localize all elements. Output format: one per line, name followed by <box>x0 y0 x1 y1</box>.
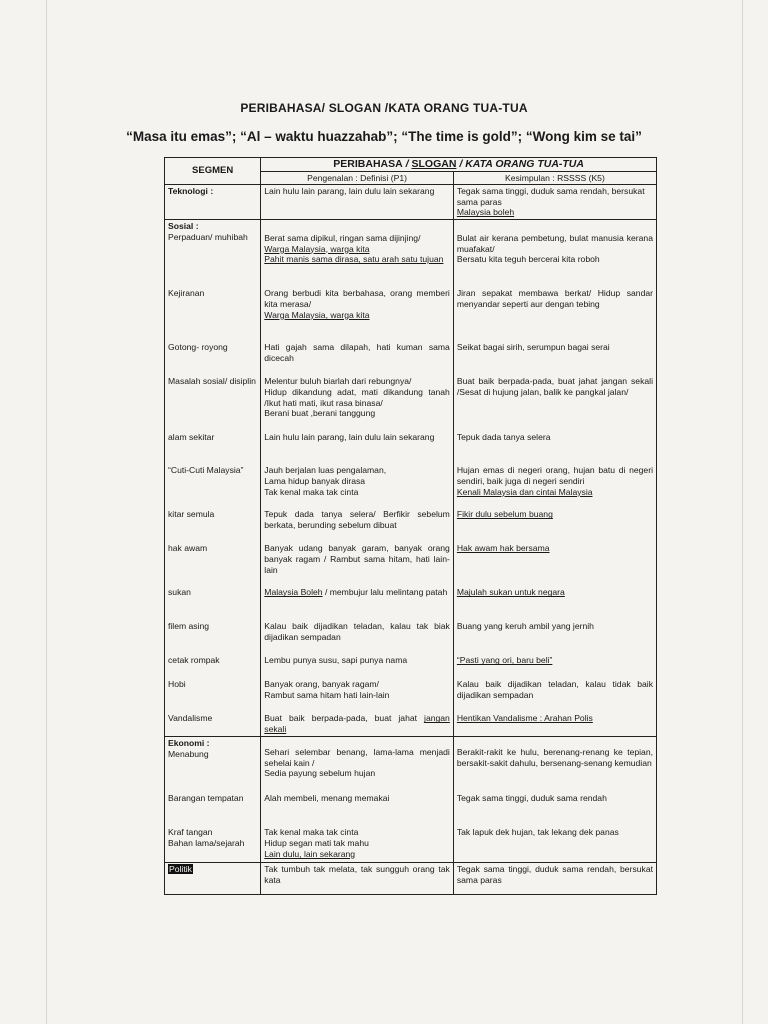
p1-cell: Tak tumbuh tak melata, tak sungguh orang tak kata <box>261 862 454 894</box>
k5-text: Hujan emas di negeri orang, hujan batu di negeri sendiri, baik juga di negeri sendiri <box>456 465 653 487</box>
segmen-cell <box>165 219 261 287</box>
table-row <box>165 862 657 894</box>
p1-text: Tak kenal maka tak cinta <box>264 827 359 838</box>
k5-cell: Buang yang keruh ambil yang jernih <box>453 620 656 654</box>
k5-text: Bulat air kerana pembetung, bulat manusia kerana muafakat/ <box>456 232 653 254</box>
p1-text: Buat baik berpada-pada, buat jahat <box>264 713 425 724</box>
k5-cell: Tepuk dada tanya selera <box>453 431 656 464</box>
p1-text: Sedia payung sebelum hujan <box>264 768 376 779</box>
segmen-cuti-cuti: “Cuti-Cuti Malaysia” <box>165 464 261 508</box>
k5-cell: Jiran sepakat membawa berkat/ Hidup sandar menyandar seperti aur dengan tebing <box>453 287 656 341</box>
table-row <box>165 287 657 341</box>
p1-text: Hidup segan mati tak mahu <box>264 838 369 849</box>
k5-cell: Hak awam hak bersama <box>453 542 656 586</box>
k5-cell: Fikir dulu sebelum buang <box>453 508 656 542</box>
table-row <box>165 431 657 464</box>
segmen-hak-awam: hak awam <box>165 542 261 586</box>
table-row <box>165 341 657 375</box>
p1-cell <box>261 219 454 287</box>
table-row <box>165 654 657 678</box>
p1-text: Tak kenal maka tak cinta <box>264 486 359 497</box>
p1-text: Lain dulu, lain sekarang <box>264 848 356 859</box>
k5-cell: Tak lapuk dek hujan, tak lekang dek panas <box>453 826 656 862</box>
table-row <box>165 375 657 431</box>
k5-cell <box>453 185 656 220</box>
p1-text: Rambut sama hitam hati lain-lain <box>264 690 390 701</box>
segmen-vandalisme: Vandalisme <box>165 712 261 736</box>
p1-text: Pahit manis sama dirasa, satu arah satu tujuan <box>264 254 444 265</box>
k5-cell: Kalau baik dijadikan teladan, kalau tidak baik dijadikan sempadan <box>453 678 656 712</box>
p1-text: Melentur buluh biarlah dari rebungnya/ <box>264 376 412 387</box>
header-kata-orang: KATA ORANG TUA-TUA <box>465 158 584 170</box>
k5-text: Malaysia boleh <box>456 207 515 218</box>
table-header-row <box>165 158 657 172</box>
p1-text: Hidup dikandung adat, mati dikandung tanah /Ikut hati mati, ikut rasa binasa/ <box>264 387 450 408</box>
header-slash: / <box>402 158 412 170</box>
p1-text: Orang berbudi kita berbahasa, orang memberi kita merasa/ <box>264 288 450 310</box>
header-p1: Pengenalan : Definisi (P1) <box>261 171 454 185</box>
segmen-cell <box>165 862 261 894</box>
p1-cell <box>261 678 454 712</box>
k5-text: Bersatu kita teguh bercerai kita roboh <box>456 254 600 265</box>
slogan-table <box>164 157 657 895</box>
p1-text: Berat sama dipikul, ringan sama dijinjing/ <box>264 232 421 243</box>
p1-text: Warga Malaysia, warga kita <box>264 243 370 254</box>
p1-text: jangan sekali <box>264 713 450 735</box>
header-k5: Kesimpulan : RSSSS (K5) <box>453 171 656 185</box>
p1-text: Berani buat ,berani tanggung <box>264 408 376 419</box>
segmen-sukan: sukan <box>165 586 261 620</box>
p1-text: Banyak orang, banyak ragam/ <box>264 679 379 690</box>
segmen-alam-sekitar: alam sekitar <box>165 431 261 464</box>
header-segmen: SEGMEN <box>165 158 261 185</box>
document-title: PERIBAHASA/ SLOGAN /KATA ORANG TUA-TUA <box>240 101 528 115</box>
k5-cell <box>453 219 656 287</box>
segmen-bahan-lama: Bahan lama/sejarah <box>168 838 245 849</box>
table-row <box>165 219 657 287</box>
table-row <box>165 542 657 586</box>
table-row <box>165 678 657 712</box>
segmen-politik: Politik <box>169 863 192 874</box>
p1-cell: Kalau baik dijadikan teladan, kalau tak biak dijadikan sempadan <box>261 620 454 654</box>
k5-text: Kenali Malaysia dan cintai Malaysia <box>456 486 593 497</box>
segmen-masalah-sosial: Masalah sosial/ disiplin <box>165 375 261 431</box>
header-slash: / <box>456 158 466 170</box>
p1-cell <box>261 586 454 620</box>
segmen-cell <box>165 736 261 792</box>
k5-cell: Seikat bagai sirih, serumpun bagai serai <box>453 341 656 375</box>
p1-text: Jauh berjalan luas pengalaman, <box>264 465 387 476</box>
p1-cell: Alah membeli, menang memakai <box>261 792 454 826</box>
header-peribahasa: PERIBAHASA <box>333 158 403 170</box>
p1-cell <box>261 826 454 862</box>
table-row <box>165 185 657 220</box>
table-row <box>165 586 657 620</box>
segmen-cell <box>165 826 261 862</box>
segmen-menabung: Menabung <box>168 748 209 759</box>
k5-cell: Berakit-rakit ke hulu, berenang-renang ke tepian, bersakit-sakit dahulu, bersenang-senang kemudian <box>453 736 656 792</box>
segmen-hobi: Hobi <box>165 678 261 712</box>
segmen-teknologi: Teknologi : <box>165 185 261 220</box>
p1-text: Malaysia Boleh <box>264 587 323 598</box>
p1-text: Sehari selembar benang, lama-lama menjadi sehelai kain / <box>264 746 450 768</box>
section-heading-sosial: Sosial : <box>168 220 199 231</box>
p1-cell <box>261 464 454 508</box>
table-row <box>165 464 657 508</box>
segmen-filem-asing: filem asing <box>165 620 261 654</box>
table-row <box>165 620 657 654</box>
table-row <box>165 792 657 826</box>
segmen-kitar-semula: kitar semula <box>165 508 261 542</box>
table-row <box>165 508 657 542</box>
segmen-gotong-royong: Gotong- royong <box>165 341 261 375</box>
p1-cell: Lembu punya susu, sapi punya nama <box>261 654 454 678</box>
p1-cell: Banyak udang banyak garam, banyak orang banyak ragam / Rambut sama hitam, hati lain-lain <box>261 542 454 586</box>
p1-cell: Lain hulu lain parang, lain dulu lain sekarang <box>261 185 454 220</box>
table-row <box>165 712 657 736</box>
k5-cell: Buat baik berpada-pada, buat jahat jangan sekali /Sesat di hujung jalan, balik ke pangkal jalan/ <box>453 375 656 431</box>
k5-cell: “Pasti yang ori, baru beli” <box>453 654 656 678</box>
table-row <box>165 826 657 862</box>
segmen-perpaduan: Perpaduan/ muhibah <box>168 231 248 242</box>
segmen-kejiranan: Kejiranan <box>165 287 261 341</box>
k5-cell: Majulah sukan untuk negara <box>453 586 656 620</box>
p1-cell <box>261 712 454 736</box>
header-slogan: SLOGAN <box>411 158 457 170</box>
k5-cell <box>453 464 656 508</box>
p1-text: Lama hidup banyak dirasa <box>264 476 366 487</box>
scan-edge-line <box>46 0 47 1024</box>
p1-cell <box>261 375 454 431</box>
k5-cell: Hentikan Vandalisme : Arahan Polis <box>453 712 656 736</box>
k5-cell: Tegak sama tinggi, duduk sama rendah <box>453 792 656 826</box>
segmen-barangan-tempatan: Barangan tempatan <box>165 792 261 826</box>
scan-edge-line <box>742 0 743 1024</box>
p1-text: / membujur lalu melintang patah <box>322 587 448 598</box>
k5-text: Tegak sama tinggi, duduk sama rendah, bersukat sama paras <box>456 186 645 207</box>
p1-cell <box>261 736 454 792</box>
table-row <box>165 736 657 792</box>
header-main <box>261 158 657 172</box>
p1-cell <box>261 287 454 341</box>
p1-cell: Hati gajah sama dilapah, hati kuman sama dicecah <box>261 341 454 375</box>
section-heading-ekonomi: Ekonomi : <box>168 737 210 748</box>
p1-cell: Tepuk dada tanya selera/ Berfikir sebelum berkata, berunding sebelum dibuat <box>261 508 454 542</box>
segmen-kraf-tangan: Kraf tangan <box>168 827 213 838</box>
k5-cell: Tegak sama tinggi, duduk sama rendah, bersukat sama paras <box>453 862 656 894</box>
quote-line: “Masa itu emas”; “Al – waktu huazzahab”; “The time is gold”; “Wong kim se tai” <box>126 129 642 144</box>
p1-text: Warga Malaysia, warga kita <box>264 309 370 320</box>
p1-cell: Lain hulu lain parang, lain dulu lain sekarang <box>261 431 454 464</box>
segmen-cetak-rompak: cetak rompak <box>165 654 261 678</box>
